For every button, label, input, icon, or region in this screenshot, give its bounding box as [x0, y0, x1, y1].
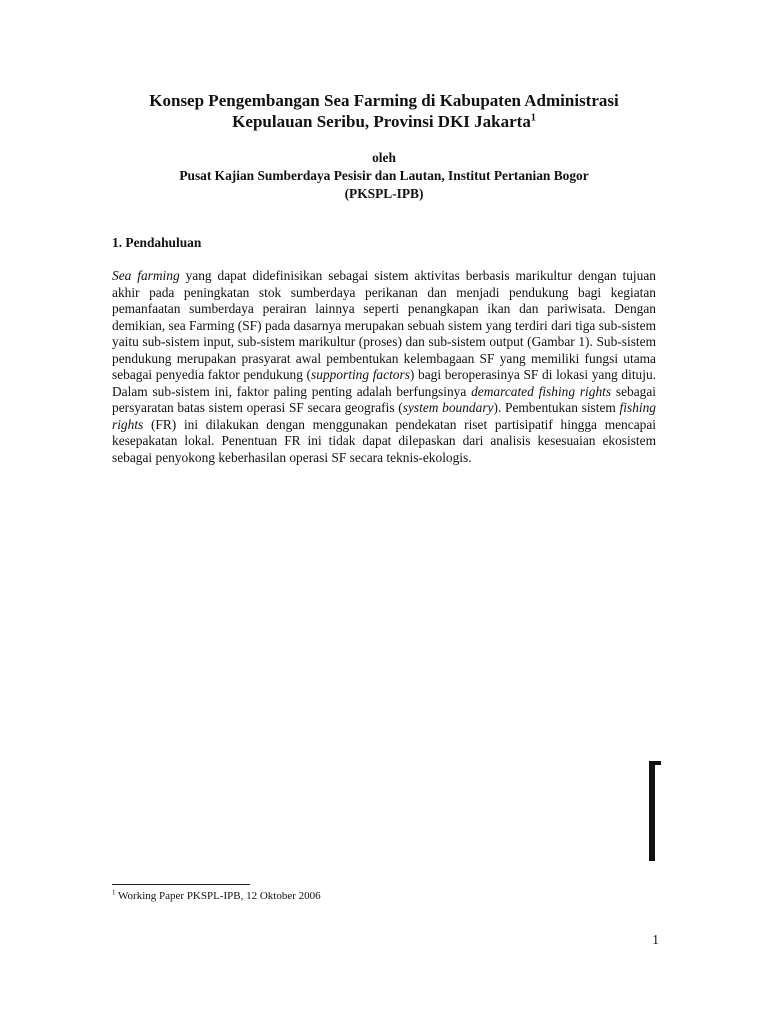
author-institution: Pusat Kajian Sumberdaya Pesisir dan Lautan, Institut Pertanian Bogor [179, 168, 589, 183]
paragraph-text-run: ). Pembentukan sistem [493, 400, 620, 415]
document-title [100, 90, 668, 132]
bracket-mark [649, 761, 661, 861]
paragraph-text-run: ) bagi beroperasinya SF di lokasi yang dituju. Dalam sub-sistem ini, faktor paling penting adalah berfungsinya [112, 367, 656, 399]
italic-term: demarcated fishing rights [471, 383, 612, 399]
body-paragraph [112, 268, 656, 466]
paragraph-text-run: (FR) ini dilakukan dengan menggunakan pendekatan riset partisipatif hingga mencapai kesepakatan lokal. Penentuan FR ini tidak dapat dilepaskan dari analisis kesesuaian ekosistem sebagai penyokong keberhasilan operasi SF secara teknis-ekologis. [112, 416, 656, 465]
title-line-2 [100, 111, 668, 132]
bracket-vertical-bar [649, 761, 655, 861]
italic-term: supporting factors [311, 367, 410, 382]
title-footnote-marker[interactable]: 1 [530, 112, 536, 124]
title-line-2-text: Kepulauan Seribu, Provinsi DKI Jakarta [232, 112, 531, 131]
footnote-text: Working Paper PKSPL-IPB, 12 Oktober 2006 [115, 890, 321, 902]
footnote-marker: 1 [112, 888, 116, 897]
section-heading: 1. Pendahuluan [112, 235, 202, 250]
italic-term: Sea farming [112, 268, 180, 283]
italic-term: system boundary [402, 400, 494, 415]
author-block [100, 149, 668, 203]
author-abbreviation: (PKSPL-IPB) [344, 186, 424, 201]
paragraph-text-run: sebagai persyaratan batas sistem operasi SF secara geografis ( [112, 383, 657, 415]
author-intro: oleh [372, 150, 396, 165]
bracket-top-tick [649, 761, 661, 765]
title-line-1: Konsep Pengembangan Sea Farming di Kabupaten Administrasi [149, 91, 619, 110]
page-number: 1 [652, 932, 659, 947]
italic-term: fishing rights [112, 400, 657, 432]
paragraph-text-run: yang dapat didefinisikan sebagai sistem aktivitas berbasis marikultur dengan tujuan akhir pada peningkatan stok sumberdaya perikanan dan menjadi pendukung bagi kegiatan pemanfaatan sumberdaya perairan lainnya seperti penangkapan ikan dan pariwisata. Dengan demikian, sea Farming (SF) pada dasarnya merupakan sebuah sistem yang terdiri dari tiga sub-sistem yaitu sub-sistem input, sub-sistem marikultur (proses) dan sub-sistem output (Gambar 1). Sub-sistem pendukung merupakan prasyarat awal pembentukan kelembagaan SF yang memiliki fungsi utama sebagai penyedia faktor pendukung ( [112, 268, 656, 382]
footnote [112, 889, 321, 903]
footnote-separator [112, 884, 250, 885]
